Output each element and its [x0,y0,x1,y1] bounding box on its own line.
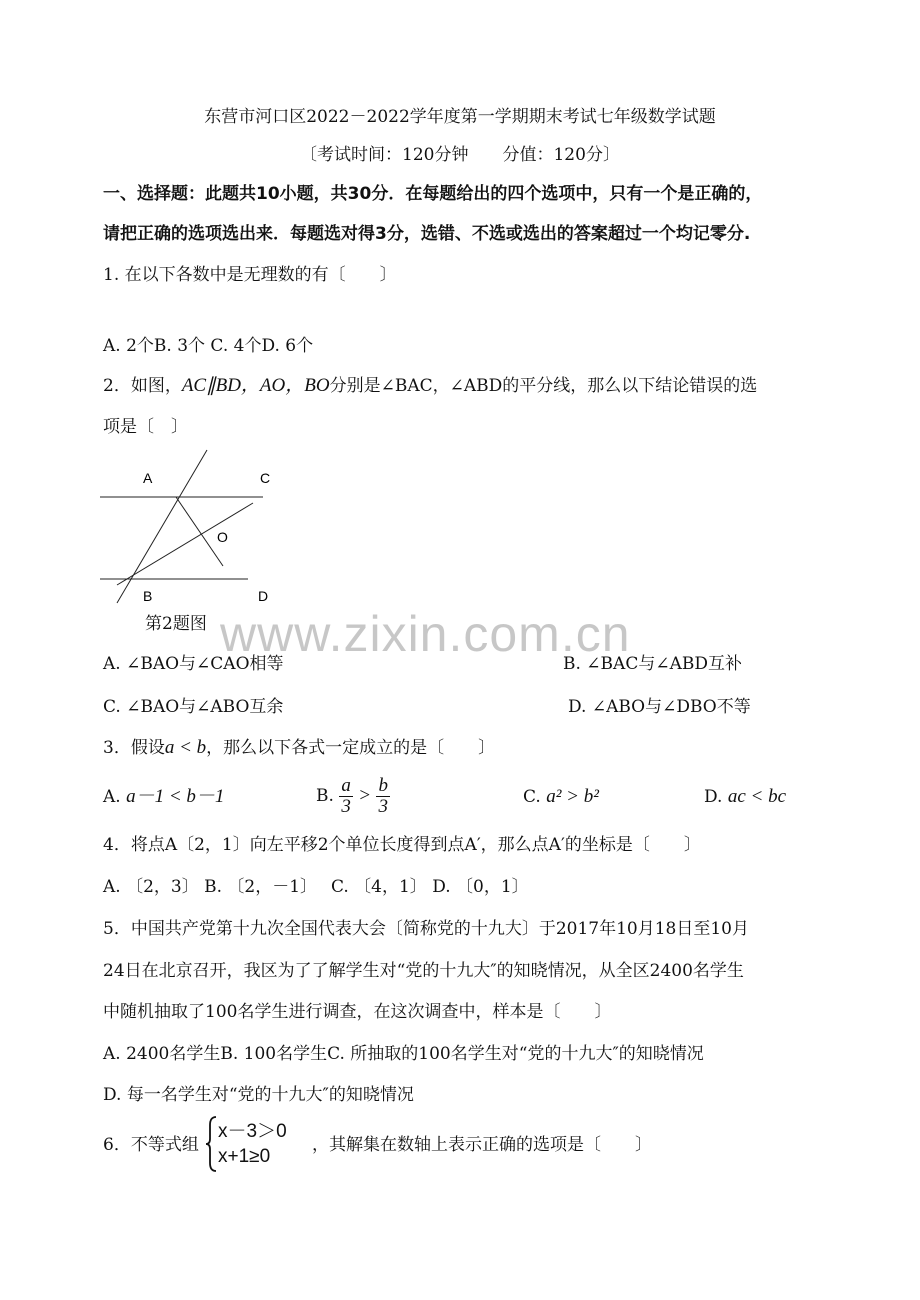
q6-inequality-1: x－3＞0 [218,1121,287,1142]
q2-stem-suffix: 分别是∠BAC，∠ABD的平分线，那么以下结论错误的选 [329,376,758,396]
q3-option-b-op: > [358,785,372,806]
label-b: B [143,588,153,604]
q3-option-a-label: A. [103,787,121,807]
q6-stem-suffix: ，其解集在数轴上表示正确的选项是〔 〕 [312,1135,652,1155]
q5-stem-line1: 5．中国共产党第十九次全国代表大会〔简称党的十九大〕于2017年10月18日至10月 [103,919,749,939]
label-c: C [260,470,271,486]
q3-stem-expr: a < b [164,737,207,758]
q3-option-a [103,785,224,809]
q3-option-b [316,772,390,820]
q3-option-c-label: C. [523,787,541,807]
q2-option-a: A. ∠BAO与∠CAO相等 [103,654,284,674]
q6-stem-prefix: 6．不等式组 [103,1135,199,1155]
section-instructions-line2: 请把正确的选项选出来．每题选对得3分，选错、不选或选出的答案超过一个均记零分. [103,224,751,244]
q5-stem-line3: 中随机抽取了100名学生进行调查，在这次调查中，样本是〔 〕 [103,1002,612,1022]
q2-figure-caption: 第2题图 [145,614,207,634]
q2-stem-line2: 项是〔 〕 [103,417,188,437]
page-title: 东营市河口区2022－2022学年度第一学期期末考试七年级数学试题 [204,107,716,127]
q6-inequality-2: x+1≥0 [218,1146,271,1167]
label-a: A [143,470,153,486]
q1-options: A. 2个B. 3个 C. 4个D. 6个 [103,336,314,356]
q2-stem-prefix: 2．如图， [103,376,182,396]
q3-fraction-b-over-3 [376,776,390,817]
q2-option-b: B. ∠BAC与∠ABD互补 [563,654,742,674]
line-ao [176,497,223,566]
q2-stem-line1 [103,374,757,398]
page-subtitle: 〔考试时间：120分钟 分值：120分〕 [300,145,620,165]
q4-options: A. 〔2，3〕 B. 〔2，－1〕 C. 〔4，1〕 D. 〔0，1〕 [103,877,529,897]
line-bo [117,503,253,585]
q4-stem: 4．将点A〔2，1〕向左平移2个单位长度得到点A′，那么点A′的坐标是〔 〕 [103,835,701,855]
q3-option-c-expr: a² > b² [546,786,599,807]
q3-frac2-den: 3 [378,796,388,817]
q3-stem [103,736,495,760]
q3-frac1-num: a [341,775,351,796]
q3-stem-suffix: ，那么以下各式一定成立的是〔 〕 [206,738,496,758]
label-o: O [217,529,228,545]
q3-option-b-label: B. [316,786,334,806]
q1-stem: 1. 在以下各数中是无理数的有〔 〕 [103,265,397,285]
q3-fraction-a-over-3 [339,776,353,817]
label-d: D [258,588,269,604]
q2-option-d: D. ∠ABO与∠DBO不等 [568,697,751,717]
q3-frac2-num: b [378,775,388,796]
line-ab [117,450,207,603]
watermark: www.zixin.com.cn [220,606,631,662]
left-brace-icon [204,1115,218,1173]
q3-option-d-label: D. [704,787,723,807]
q5-stem-line2: 24日在北京召开，我区为了了解学生对“党的十九大″的知晓情况，从全区2400名学生 [103,961,744,981]
q3-stem-prefix: 3．假设 [103,738,165,758]
q5-option-d: D. 每一名学生对“党的十九大″的知晓情况 [103,1085,414,1105]
section-instructions-line1: 一、选择题：此题共10小题，共30分．在每题给出的四个选项中，只有一个是正确的， [103,184,763,204]
q3-option-a-expr: a－1 < b－1 [126,786,225,807]
q3-option-d-expr: ac < bc [727,786,787,807]
q3-option-d [704,785,786,809]
q2-stem-vars: AC∥BD，AO，BO [181,375,330,396]
q6-inequality-system [204,1115,294,1173]
q5-options-abc: A. 2400名学生B. 100名学生C. 所抽取的100名学生对“党的十九大″的知晓情况 [103,1044,704,1064]
q2-option-c: C. ∠BAO与∠ABO互余 [103,697,284,717]
q2-figure [95,445,285,610]
q3-frac1-den: 3 [341,796,351,817]
q3-option-c [523,785,599,809]
